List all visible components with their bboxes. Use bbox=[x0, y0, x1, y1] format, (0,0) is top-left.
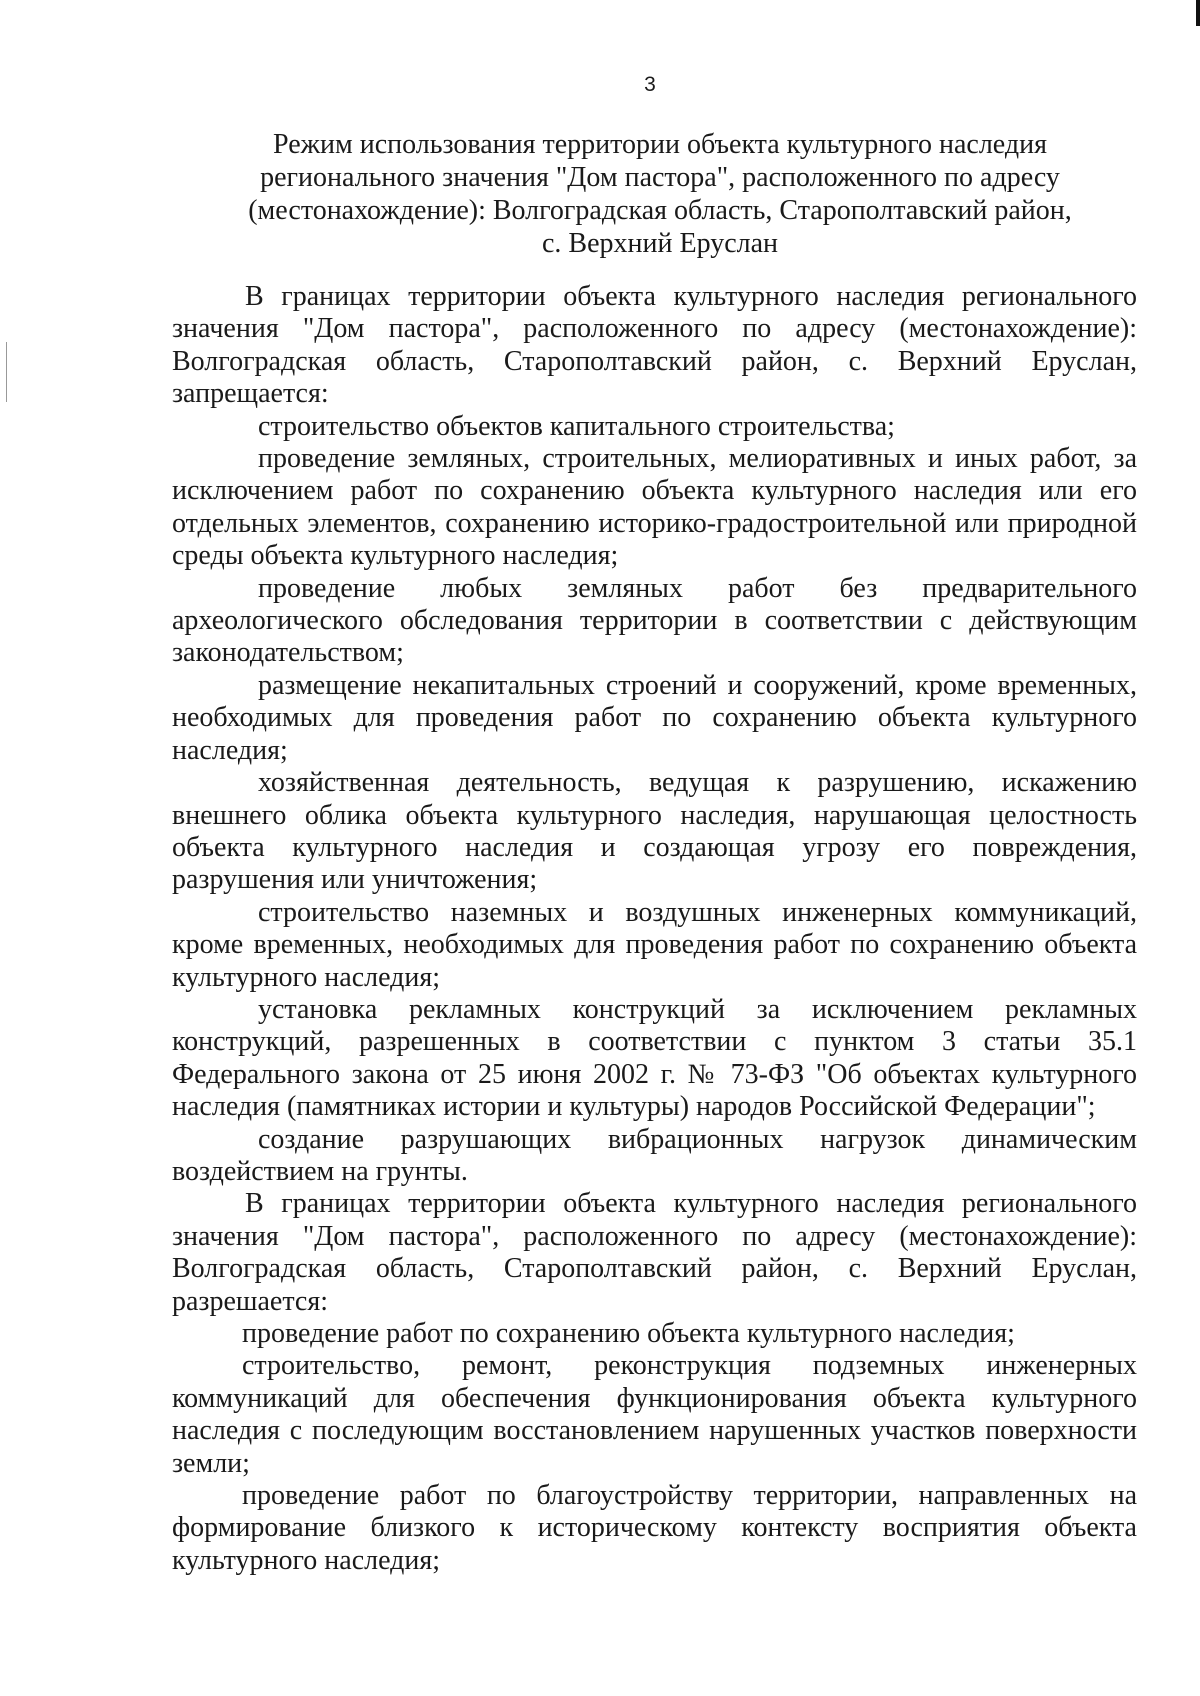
list-item: проведение любых земляных работ без предварительного археологического обследования территории в соответствии с действующим законодательством; bbox=[172, 572, 1137, 669]
list-item: хозяйственная деятельность, ведущая к разрушению, искажению внешнего облика объекта культурного наследия, нарушающая целостность объекта культурного наследия и создающая угрозу его повреждения, разрушения или уничтожения; bbox=[172, 767, 1137, 896]
title-line: с. Верхний Еруслан bbox=[541, 228, 779, 259]
document-body bbox=[172, 281, 1137, 1577]
scan-edge-mark bbox=[1196, 0, 1200, 26]
list-item: создание разрушающих вибрационных нагрузок динамическим воздействием на грунты. bbox=[172, 1123, 1137, 1187]
list-item: проведение земляных, строительных, мелиоративных и иных работ, за исключением работ по сохранению объекта культурного наследия или его отдельных элементов, сохранению историко-градостроительной или природной среды объекта культурного наследия; bbox=[172, 443, 1137, 572]
page-number: 3 bbox=[644, 73, 656, 96]
list-item: строительство объектов капитального строительства; bbox=[258, 410, 895, 442]
document-title bbox=[210, 128, 1110, 260]
title-line: Режим использования территории объекта культурного наследия bbox=[273, 129, 1047, 160]
title-line: регионального значения "Дом пастора", расположенного по адресу bbox=[260, 162, 1060, 193]
intro-permitted-paragraph: В границах территории объекта культурного наследия регионального значения "Дом пастора", расположенного по адресу (местонахождение): Волгоградская область, Старополтавский район, с. Верхний Еруслан, разрешается: bbox=[172, 1188, 1137, 1317]
scan-edge-line bbox=[6, 342, 7, 402]
list-item: проведение работ по благоустройству территории, направленных на формирование близкого к историческому контексту восприятия объекта культурного наследия; bbox=[172, 1480, 1137, 1576]
list-item: установка рекламных конструкций за исключением рекламных конструкций, разрешенных в соответствии с пунктом 3 статьи 35.1 Федерального закона от 25 июня 2002 г. № 73-ФЗ "Об объектах культурного наследия (памятниках истории и культуры) народов Российской Федерации"; bbox=[172, 993, 1137, 1123]
intro-prohibited-paragraph: В границах территории объекта культурного наследия регионального значения "Дом пастора", расположенного по адресу (местонахождение): Волгоградская область, Старополтавский район, с. Верхний Еруслан, запрещается: bbox=[172, 281, 1137, 410]
title-line: (местонахождение): Волгоградская область, Старополтавский район, bbox=[248, 195, 1072, 226]
list-item: проведение работ по сохранению объекта культурного наследия; bbox=[242, 1318, 1015, 1349]
list-item: размещение некапитальных строений и сооружений, кроме временных, необходимых для проведения работ по сохранению объекта культурного наследия; bbox=[172, 669, 1137, 766]
list-item: строительство, ремонт, реконструкция подземных инженерных коммуникаций для обеспечения функционирования объекта культурного наследия с последующим восстановлением нарушенных участков поверхности земли; bbox=[172, 1350, 1137, 1479]
list-item: строительство наземных и воздушных инженерных коммуникаций, кроме временных, необходимых для проведения работ по сохранению объекта культурного наследия; bbox=[172, 896, 1137, 993]
